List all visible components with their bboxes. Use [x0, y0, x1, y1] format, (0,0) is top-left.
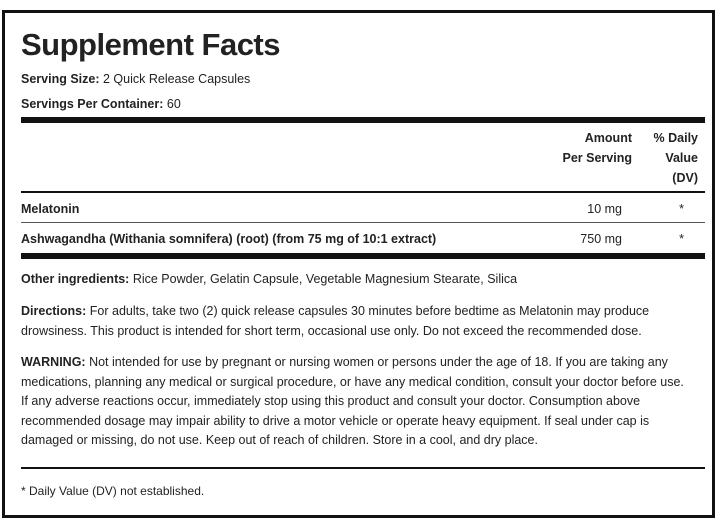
amount-header — [563, 128, 632, 168]
servings-per-container-label: Servings Per Container: — [21, 97, 164, 111]
other-ingredients — [21, 270, 691, 290]
dv-header-line1: % Daily — [653, 131, 698, 145]
servings-per-container — [21, 97, 181, 111]
serving-size-value: 2 Quick Release Capsules — [102, 72, 251, 86]
footnote-divider — [21, 467, 705, 469]
supplement-facts-panel — [2, 10, 715, 518]
directions-label: Directions: — [21, 304, 87, 318]
other-ingredients-label: Other ingredients: — [21, 272, 130, 286]
row-divider — [21, 222, 705, 223]
other-ingredients-text: Rice Powder, Gelatin Capsule, Vegetable Magnesium Stearate, Silica — [132, 272, 518, 286]
amount-header-line1: Amount — [584, 131, 632, 145]
dv-header-line3: (DV) — [672, 171, 698, 185]
serving-size — [21, 72, 250, 86]
ingredient-amount: 10 mg — [587, 202, 622, 216]
dv-header — [654, 128, 698, 188]
directions — [21, 302, 691, 341]
warning-text: Not intended for use by pregnant or nursing women or persons under the age of 18. If you are taking any medications, planning any medical or surgical procedure, or have any medical condition, consult your doctor before use. If any adverse reactions occur, immediately stop using this product and consult your doctor. Consumption above recommended dosage may impair ability to drive a motor vehicle or operate heavy equipment. If seal under cap is damaged or missing, do not use. Keep out of reach of children. Store in a cool, and dry place. — [21, 355, 684, 447]
ingredient-dv: * — [679, 232, 684, 246]
thick-divider-bottom — [21, 253, 705, 259]
ingredient-amount: 750 mg — [580, 232, 622, 246]
servings-per-container-value: 60 — [166, 97, 181, 111]
footnote: * Daily Value (DV) not established. — [21, 484, 205, 498]
ingredient-name: Melatonin — [21, 202, 80, 216]
panel-title: Supplement Facts — [21, 27, 280, 62]
directions-text: For adults, take two (2) quick release capsules 30 minutes before bedtime as Melatonin may produce drowsiness. This product is intended for short term, occasional use only. Do not exceed the recommended dose. — [21, 304, 650, 338]
thick-divider-top — [21, 117, 705, 123]
header-divider — [21, 191, 705, 193]
warning — [21, 353, 691, 451]
ingredient-name: Ashwagandha (Withania somnifera) (root) (from 75 mg of 10:1 extract) — [21, 232, 437, 246]
serving-size-label: Serving Size: — [21, 72, 100, 86]
dv-header-line2: Value — [665, 151, 698, 165]
ingredient-dv: * — [679, 202, 684, 216]
warning-label: WARNING: — [21, 355, 86, 369]
amount-header-line2: Per Serving — [562, 151, 632, 165]
